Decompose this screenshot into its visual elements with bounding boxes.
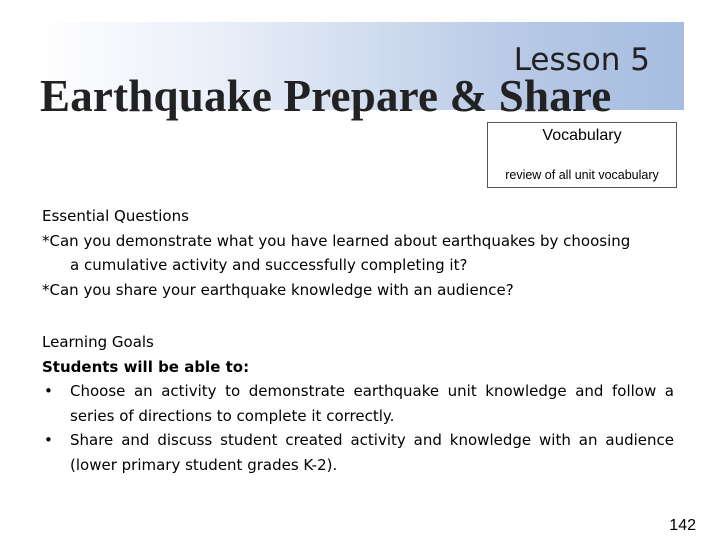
- vocabulary-box: [487, 122, 677, 188]
- goal-text: Share and discuss student created activity and knowledge with an audience (lower primary student grades K-2).: [70, 431, 674, 474]
- essential-questions-heading: Essential Questions: [42, 207, 189, 225]
- learning-goals-section: [42, 330, 674, 477]
- lesson-label: Lesson 5: [513, 42, 650, 78]
- bullet-icon: •: [44, 431, 53, 449]
- bullet-icon: •: [44, 382, 53, 400]
- essential-questions-section: [42, 204, 674, 302]
- question-2: *Can you share your earthquake knowledge with an audience?: [42, 280, 514, 299]
- list-item: [42, 379, 674, 428]
- learning-goals-heading: Learning Goals: [42, 333, 154, 351]
- learning-goals-intro: Students will be able to:: [42, 357, 250, 376]
- page-number: 142: [669, 517, 696, 534]
- question-1-line-2: a cumulative activity and successfully completing it?: [70, 256, 468, 274]
- page-title: Earthquake Prepare & Share: [40, 71, 612, 121]
- vocabulary-detail: review of all unit vocabulary: [505, 168, 659, 182]
- list-item: [42, 428, 674, 477]
- learning-goals-list: [42, 379, 674, 477]
- goal-text: Choose an activity to demonstrate earthquake unit knowledge and follow a series of directions to complete it correctly.: [70, 382, 674, 425]
- question-1-line-1: *Can you demonstrate what you have learned about earthquakes by choosing: [42, 231, 631, 250]
- vocabulary-heading: Vocabulary: [542, 127, 622, 144]
